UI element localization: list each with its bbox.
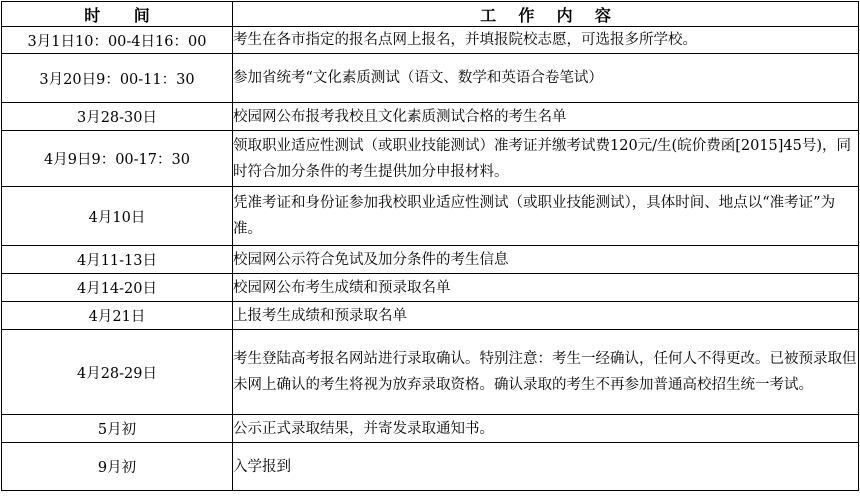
time-cell: 3月20日9：00-11：30 (2, 54, 233, 103)
work-cell: 参加省统考“文化素质测试（语文、数学和英语合卷笔试） (233, 54, 859, 103)
table-row (2, 302, 859, 330)
header-row (2, 2, 859, 27)
work-cell: 入学报到 (233, 443, 859, 491)
time-cell: 4月21日 (2, 302, 233, 330)
work-cell: 公示正式录取结果，并寄发录取通知书。 (233, 415, 859, 443)
table-row (2, 415, 859, 443)
table-row (2, 330, 859, 415)
table-row (2, 54, 859, 103)
work-cell: 校园网公布报考我校且文化素质测试合格的考生名单 (233, 103, 859, 131)
work-cell: 凭准考证和身份证参加我校职业适应性测试（或职业技能测试），具体时间、地点以“准考证”为准。 (233, 187, 859, 246)
time-cell: 4月28-29日 (2, 330, 233, 415)
table-row (2, 131, 859, 187)
table-row (2, 274, 859, 302)
time-cell: 3月28-30日 (2, 103, 233, 131)
work-cell: 校园网公示符合免试及加分条件的考生信息 (233, 246, 859, 274)
work-cell: 校园网公布考生成绩和预录取名单 (233, 274, 859, 302)
work-cell: 上报考生成绩和预录取名单 (233, 302, 859, 330)
time-cell: 3月1日10：00-4日16：00 (2, 27, 233, 54)
time-cell: 4月14-20日 (2, 274, 233, 302)
time-column-header: 时 间 (2, 2, 233, 27)
admission-schedule-table (1, 1, 859, 491)
work-column-header: 工 作 内 容 (233, 2, 859, 27)
time-cell: 4月10日 (2, 187, 233, 246)
table-row (2, 443, 859, 491)
work-cell: 领取职业适应性测试（或职业技能测试）准考证并缴考试费120元/生(皖价费函[2015]45号)，同时符合加分条件的考生提供加分申报材料。 (233, 131, 859, 187)
time-cell: 4月9日9：00-17：30 (2, 131, 233, 187)
table-row (2, 103, 859, 131)
table-row (2, 187, 859, 246)
time-cell: 5月初 (2, 415, 233, 443)
time-cell: 9月初 (2, 443, 233, 491)
table-row (2, 246, 859, 274)
time-cell: 4月11-13日 (2, 246, 233, 274)
work-cell: 考生在各市指定的报名点网上报名，并填报院校志愿，可选报多所学校。 (233, 27, 859, 54)
work-cell: 考生登陆高考报名网站进行录取确认。特别注意：考生一经确认，任何人不得更改。已被预录取但未网上确认的考生将视为放弃录取资格。确认录取的考生不再参加普通高校招生统一考试。 (233, 330, 859, 415)
schedule-sheet (1, 1, 859, 501)
table-row (2, 27, 859, 54)
